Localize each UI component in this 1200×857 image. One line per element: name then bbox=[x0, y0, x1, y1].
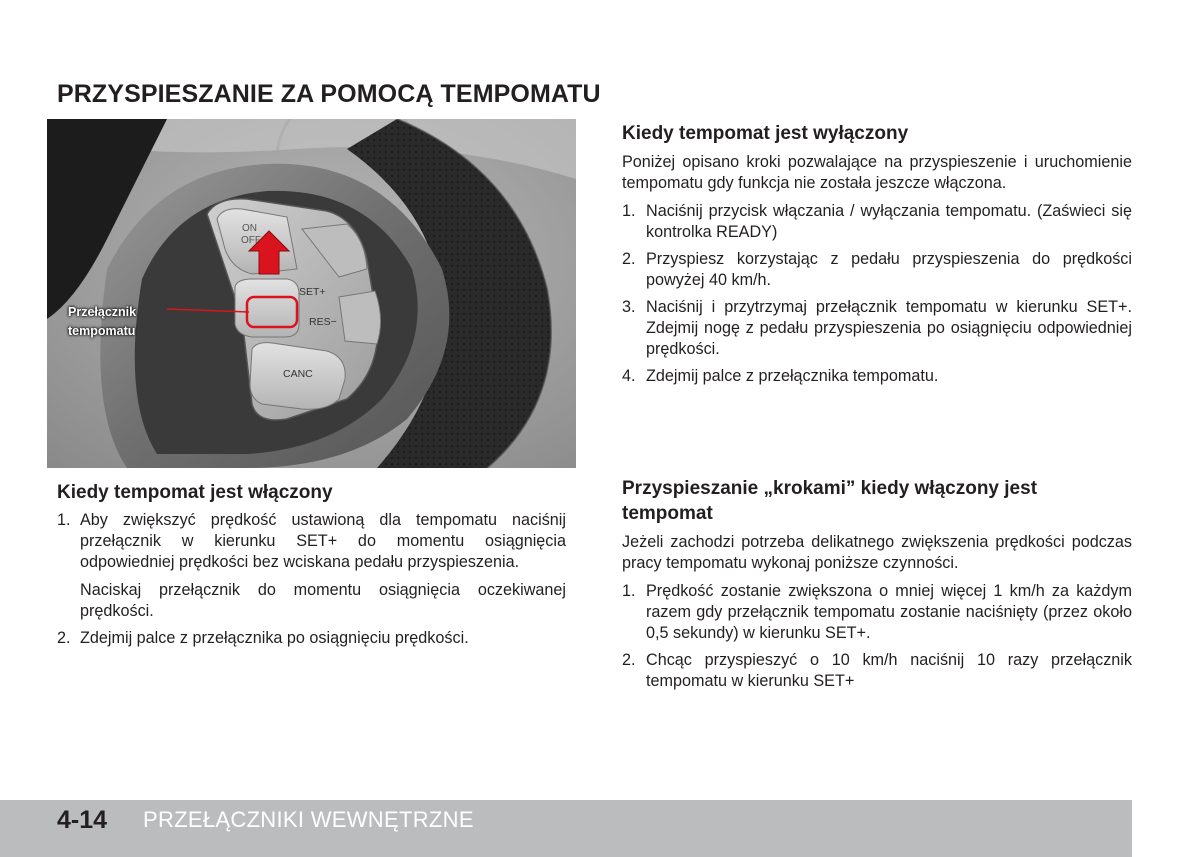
set-label: SET+ bbox=[299, 286, 326, 298]
item-number: 4. bbox=[622, 367, 636, 385]
right-top-heading: Kiedy tempomat jest wyłączony bbox=[622, 123, 909, 144]
left-section-list bbox=[57, 510, 566, 655]
left-section-heading: Kiedy tempomat jest włączony bbox=[57, 482, 333, 503]
item-text: Naciśnij i przytrzymaj przełącznik tempomatu w kierunku SET+. Zdejmij nogę z pedału przyspieszenia po osiągnięciu odpowiedniej prędkości. bbox=[646, 298, 1132, 358]
item-text: Naciśnij przycisk włączania / wyłączania tempomatu. (Zaświeci się kontrolka READY) bbox=[646, 202, 1132, 241]
item-number: 1. bbox=[622, 202, 636, 220]
right-top-list bbox=[622, 201, 1132, 393]
item-text: Chcąc przyspieszyć o 10 km/h naciśnij 10 razy przełącznik tempomatu w kierunku SET+ bbox=[646, 651, 1132, 690]
list-item bbox=[622, 366, 1132, 387]
list-item bbox=[57, 510, 566, 622]
item-number: 1. bbox=[57, 511, 71, 529]
right-top-intro: Poniżej opisano kroki pozwalające na przyspieszenie i uruchomienie tempomatu gdy funkcja nie została jeszcze włączona. bbox=[622, 153, 1132, 192]
item-text: Aby zwiększyć prędkość ustawioną dla tempomatu naciśnij przełącznik w kierunku SET+ do momentu osiągnięcia odpowiedniej prędkości bez wciskana pedału przyspieszenia. bbox=[80, 511, 566, 571]
item-number: 2. bbox=[57, 629, 71, 647]
steering-wheel-photo bbox=[47, 119, 576, 468]
list-item bbox=[622, 650, 1132, 692]
item-text: Prędkość zostanie zwiększona o mniej więcej 1 km/h za każdym razem gdy przełącznik tempomatu zostanie naciśnięty (przez około 0,5 sekundy) w kierunku SET+. bbox=[646, 582, 1132, 642]
item-number: 3. bbox=[622, 298, 636, 316]
item-subtext: Naciskaj przełącznik do momentu osiągnięcia oczekiwanej prędkości. bbox=[80, 581, 566, 620]
right-bottom-heading: Przyspieszanie „krokami” kiedy włączony jest tempomat bbox=[622, 478, 1038, 524]
item-number: 2. bbox=[622, 250, 636, 268]
page-number: 4-14 bbox=[57, 806, 108, 834]
canc-label: CANC bbox=[283, 368, 313, 380]
item-text: Przyspiesz korzystając z pedału przyspieszenia do prędkości powyżej 40 km/h. bbox=[646, 250, 1132, 289]
off-label: OFF bbox=[241, 235, 261, 246]
item-text: Zdejmij palce z przełącznika po osiągnięciu prędkości. bbox=[80, 629, 469, 647]
callout-line-1: Przełącznik bbox=[68, 305, 137, 319]
list-item bbox=[622, 581, 1132, 644]
item-number: 2. bbox=[622, 651, 636, 669]
right-bottom-list bbox=[622, 581, 1132, 698]
page-title: PRZYSPIESZANIE ZA POMOCĄ TEMPOMATU bbox=[57, 80, 601, 108]
res-label: RES− bbox=[309, 316, 337, 328]
callout-line-2: tempomatu bbox=[68, 324, 136, 338]
list-item bbox=[622, 201, 1132, 243]
page-footer bbox=[0, 800, 1132, 857]
item-text: Zdejmij palce z przełącznika tempomatu. bbox=[646, 367, 939, 385]
item-number: 1. bbox=[622, 582, 636, 600]
section-title: PRZEŁĄCZNIKI WEWNĘTRZNE bbox=[143, 807, 474, 832]
figure-callout bbox=[68, 303, 136, 341]
right-bottom-intro: Jeżeli zachodzi potrzeba delikatnego zwiększenia prędkości podczas pracy tempomatu wykonaj poniższe czynności. bbox=[622, 533, 1132, 572]
list-item bbox=[622, 297, 1132, 360]
steering-wheel-illustration bbox=[47, 119, 576, 468]
list-item bbox=[57, 628, 566, 649]
on-label: ON bbox=[242, 223, 257, 234]
list-item bbox=[622, 249, 1132, 291]
